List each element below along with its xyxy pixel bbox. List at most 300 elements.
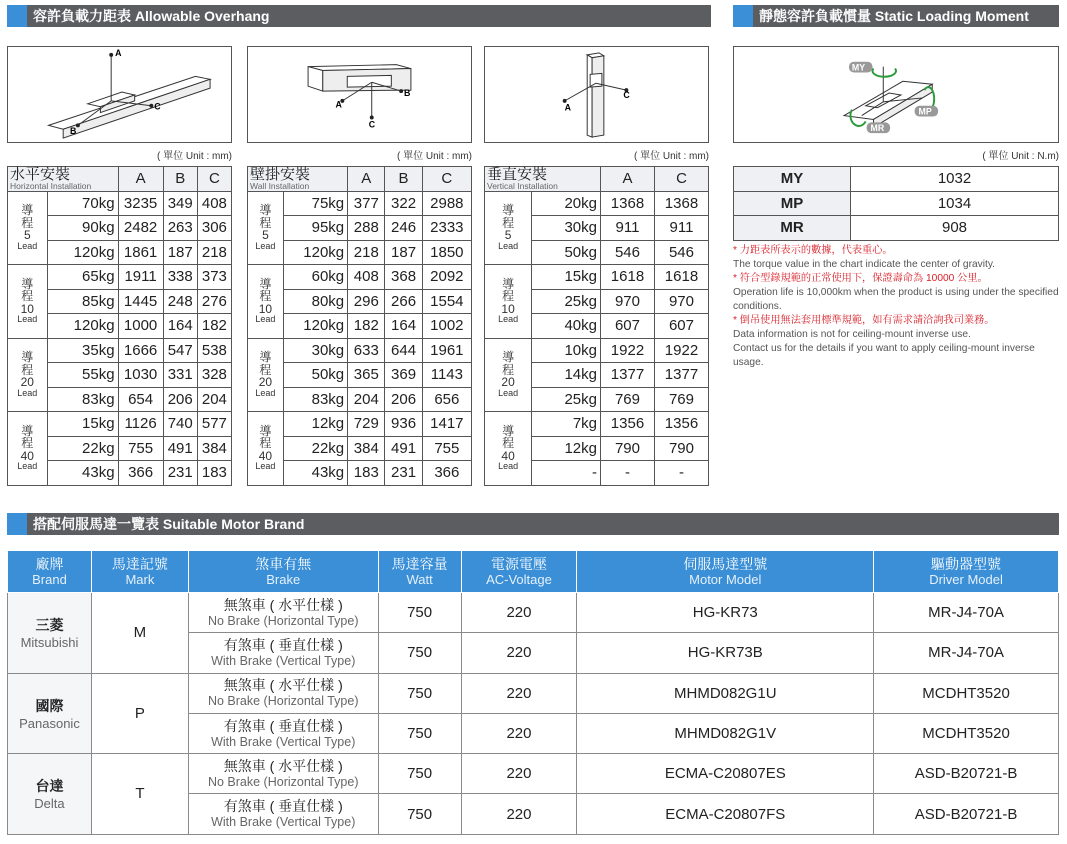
brake-cell <box>188 713 378 753</box>
static-moment-diagram <box>733 46 1059 143</box>
load-cell: 120kg <box>283 314 347 339</box>
brake-zh: 有煞車 ( 垂直仕樣 ) <box>223 717 343 734</box>
load-cell: 80kg <box>283 289 347 314</box>
diagram-label-c: C <box>368 119 376 130</box>
lead-cell <box>485 191 532 265</box>
driver-model-cell: ASD-B20721-B <box>874 754 1059 794</box>
value-cell: - <box>654 461 708 486</box>
load-cell: 60kg <box>283 265 347 290</box>
lead-label-zh: 導 <box>259 350 272 365</box>
diagram-label-b: B <box>404 87 411 98</box>
value-cell: 1002 <box>422 314 471 339</box>
load-cell: 40kg <box>532 314 601 339</box>
value-cell: 740 <box>163 412 197 437</box>
lead-label-zh: 程 <box>259 289 272 304</box>
motor-column-header <box>378 551 461 593</box>
value-cell: 2092 <box>422 265 471 290</box>
note-zh: * 力距表所表示的數據，代表重心。 <box>733 245 893 256</box>
moment-key: MP <box>734 191 851 216</box>
motor-column-header <box>874 551 1059 593</box>
watt-cell: 750 <box>378 754 461 794</box>
lead-cell <box>485 412 532 486</box>
value-cell: 2988 <box>422 191 471 216</box>
driver-model-cell: MCDHT3520 <box>874 713 1059 753</box>
value-cell: 263 <box>163 216 197 241</box>
lead-label-zh: 程 <box>21 215 34 230</box>
value-cell: 546 <box>654 240 708 265</box>
brake-zh: 有煞車 ( 垂直仕樣 ) <box>223 636 343 653</box>
diagram-label-my: MY <box>851 62 866 73</box>
mark-cell: P <box>91 673 188 754</box>
value-cell: 266 <box>385 289 422 314</box>
brake-zh: 無煞車 ( 水平仕樣 ) <box>223 757 343 774</box>
lead-label-zh: 導 <box>259 203 272 218</box>
header-accent-mark <box>733 5 753 27</box>
brake-zh: 無煞車 ( 水平仕樣 ) <box>223 596 343 613</box>
lead-value: 20 <box>20 375 34 390</box>
brand-cell <box>8 673 92 754</box>
lead-cell <box>248 338 284 412</box>
load-cell: 30kg <box>532 216 601 241</box>
driver-model-cell: ASD-B20721-B <box>874 794 1059 834</box>
brake-cell <box>188 673 378 713</box>
lead-label-zh: 程 <box>502 289 515 304</box>
header-zh: 電源電壓 <box>490 555 547 572</box>
value-cell: 1356 <box>601 412 655 437</box>
header-accent-mark <box>7 5 27 27</box>
value-cell: 368 <box>385 265 422 290</box>
diagram-label-c: C <box>623 89 630 100</box>
table-row <box>485 265 709 290</box>
voltage-cell: 220 <box>461 794 577 834</box>
value-cell: 206 <box>163 387 197 412</box>
lead-label-en: Lead <box>255 387 276 398</box>
load-cell: 55kg <box>47 363 118 388</box>
value-cell: 365 <box>348 363 385 388</box>
value-cell: 349 <box>163 191 197 216</box>
lead-value: 5 <box>262 228 269 243</box>
lead-label-en: Lead <box>498 387 519 398</box>
value-cell: 248 <box>163 289 197 314</box>
diagram-label-a: A <box>115 47 122 58</box>
motor-row <box>8 593 1059 633</box>
load-cell: 83kg <box>47 387 118 412</box>
watt-cell: 750 <box>378 673 461 713</box>
note-en: Contact us for the details if you want to apply ceiling-mount inverse usage. <box>733 343 1035 368</box>
unit-label: ( 單位 Unit : mm) <box>157 151 232 162</box>
motor-model-cell: ECMA-C20807ES <box>577 754 874 794</box>
lead-cell <box>485 338 532 412</box>
table-row <box>8 265 232 290</box>
lead-value: 20 <box>258 375 273 390</box>
static-title-en: Static Loading Moment <box>874 8 1029 24</box>
value-cell: 936 <box>385 412 422 437</box>
unit-label: ( 單位 Unit : mm) <box>634 151 709 162</box>
value-cell: 246 <box>385 216 422 241</box>
load-cell: 120kg <box>283 240 347 265</box>
brand-en: Panasonic <box>19 715 80 731</box>
motor-model-cell: HG-KR73B <box>577 633 874 673</box>
value-cell: 276 <box>197 289 231 314</box>
note-en: The torque value in the chart indicate the center of gravity. <box>733 259 996 270</box>
driver-model-cell: MCDHT3520 <box>874 673 1059 713</box>
value-cell: 206 <box>385 387 422 412</box>
brake-cell <box>188 633 378 673</box>
table-row <box>485 191 709 216</box>
brake-en: With Brake (Vertical Type) <box>211 734 356 749</box>
lead-label-en: Lead <box>17 314 38 325</box>
value-cell: 164 <box>385 314 422 339</box>
header-zh: 廠牌 <box>35 555 64 572</box>
value-cell: 2482 <box>118 216 163 241</box>
value-cell: 288 <box>348 216 385 241</box>
load-cell: 50kg <box>283 363 347 388</box>
value-cell: 1554 <box>422 289 471 314</box>
table-header-row <box>248 167 472 192</box>
motor-column-header <box>577 551 874 593</box>
header-en: Mark <box>125 571 155 587</box>
lead-value: 10 <box>20 301 34 316</box>
load-cell: 25kg <box>532 289 601 314</box>
value-cell: 3235 <box>118 191 163 216</box>
value-cell: 607 <box>601 314 655 339</box>
value-cell: 547 <box>163 338 197 363</box>
mark-cell: M <box>91 593 188 674</box>
load-cell: 7kg <box>532 412 601 437</box>
header-en: Brand <box>32 571 67 587</box>
value-cell: 790 <box>601 436 655 461</box>
voltage-cell: 220 <box>461 633 577 673</box>
header-zh: 煞車有無 <box>255 555 312 572</box>
value-cell: 1445 <box>118 289 163 314</box>
lead-label-en: Lead <box>498 314 519 325</box>
install-type-zh: 垂直安裝 <box>487 166 548 183</box>
diagram-label-a: A <box>564 102 572 113</box>
moment-key: MY <box>734 167 851 192</box>
motor-section-header <box>7 513 1059 535</box>
brand-en: Delta <box>34 796 65 812</box>
diagram-label-mp: MP <box>918 106 932 117</box>
value-cell: 970 <box>654 289 708 314</box>
value-cell: 183 <box>197 461 231 486</box>
driver-model-cell: MR-J4-70A <box>874 633 1059 673</box>
value-cell: 1030 <box>118 363 163 388</box>
wall-install-diagram <box>247 46 472 143</box>
lead-label-en: Lead <box>255 314 276 325</box>
load-cell: 75kg <box>283 191 347 216</box>
watt-cell: 750 <box>378 794 461 834</box>
motor-title-en: Suitable Motor Brand <box>162 516 305 532</box>
table-header-row <box>8 167 232 192</box>
motor-column-header <box>91 551 188 593</box>
value-cell: 1961 <box>422 338 471 363</box>
voltage-cell: 220 <box>461 673 577 713</box>
value-cell: 2333 <box>422 216 471 241</box>
overhang-title-zh: 容許負載力距表 <box>33 8 131 24</box>
lead-label-en: Lead <box>255 240 276 251</box>
driver-model-cell: MR-J4-70A <box>874 593 1059 633</box>
load-cell: 95kg <box>283 216 347 241</box>
brand-zh: 台達 <box>35 778 64 795</box>
lead-cell <box>8 338 48 412</box>
value-cell: 633 <box>348 338 385 363</box>
column-header: A <box>118 167 163 192</box>
value-cell: 366 <box>422 461 471 486</box>
value-cell: 644 <box>385 338 422 363</box>
moment-key: MR <box>734 216 851 241</box>
moment-value: 908 <box>851 216 1059 241</box>
brake-en: With Brake (Vertical Type) <box>211 815 356 830</box>
value-cell: 654 <box>118 387 163 412</box>
motor-model-cell: ECMA-C20807FS <box>577 794 874 834</box>
moment-rail-illustration <box>734 47 1058 142</box>
value-cell: 1126 <box>118 412 163 437</box>
lead-label-en: Lead <box>498 461 519 472</box>
value-cell: 218 <box>348 240 385 265</box>
value-cell: 1618 <box>601 265 655 290</box>
load-cell: 12kg <box>283 412 347 437</box>
horizontal-install-diagram <box>7 46 232 143</box>
lead-label-zh: 程 <box>502 362 515 377</box>
vertical-rail-illustration <box>485 47 708 142</box>
lead-label-zh: 程 <box>21 436 34 451</box>
moment-value: 1034 <box>851 191 1059 216</box>
lead-cell <box>8 412 48 486</box>
value-cell: 1368 <box>601 191 655 216</box>
load-cell: 30kg <box>283 338 347 363</box>
column-header: C <box>422 167 471 192</box>
load-cell: 15kg <box>47 412 118 437</box>
moment-row <box>734 167 1059 192</box>
lead-label-zh: 導 <box>21 423 34 438</box>
load-cell: 43kg <box>47 461 118 486</box>
lead-cell <box>8 265 48 339</box>
lead-value: 40 <box>501 448 515 463</box>
brake-en: No Brake (Horizontal Type) <box>207 694 359 709</box>
value-cell: 911 <box>654 216 708 241</box>
value-cell: 1666 <box>118 338 163 363</box>
column-header: A <box>348 167 385 192</box>
column-header: C <box>654 167 708 192</box>
value-cell: 182 <box>348 314 385 339</box>
lead-label-zh: 導 <box>259 276 272 291</box>
lead-label-zh: 導 <box>21 203 34 218</box>
motor-model-cell: HG-KR73 <box>577 593 874 633</box>
lead-label-zh: 程 <box>259 215 272 230</box>
table-header-row <box>485 167 709 192</box>
lead-value: 40 <box>258 448 273 463</box>
value-cell: 408 <box>197 191 231 216</box>
motor-model-cell: MHMD082G1U <box>577 673 874 713</box>
value-cell: 1356 <box>654 412 708 437</box>
moment-row <box>734 216 1059 241</box>
value-cell: 306 <box>197 216 231 241</box>
watt-cell: 750 <box>378 713 461 753</box>
value-cell: 369 <box>385 363 422 388</box>
value-cell: 1000 <box>118 314 163 339</box>
unit-label: ( 單位 Unit : mm) <box>397 151 472 162</box>
value-cell: 204 <box>348 387 385 412</box>
lead-label-zh: 程 <box>21 362 34 377</box>
diagram-label-a: A <box>335 99 342 110</box>
value-cell: 491 <box>163 436 197 461</box>
table-row <box>248 338 472 363</box>
load-cell: 20kg <box>532 191 601 216</box>
value-cell: 538 <box>197 338 231 363</box>
header-zh: 伺服馬達型號 <box>683 555 768 572</box>
value-cell: 1368 <box>654 191 708 216</box>
value-cell: 790 <box>654 436 708 461</box>
value-cell: 328 <box>197 363 231 388</box>
lead-cell <box>248 412 284 486</box>
brand-zh: 國際 <box>35 697 64 714</box>
table-row <box>485 338 709 363</box>
brand-zh: 三菱 <box>35 617 64 634</box>
value-cell: 331 <box>163 363 197 388</box>
lead-value: 5 <box>23 228 31 243</box>
brake-cell <box>188 593 378 633</box>
brand-en: Mitsubishi <box>20 635 79 651</box>
diagram-label-b: B <box>70 126 77 137</box>
lead-cell <box>248 191 284 265</box>
note-zh: * 倒吊使用無法套用標準規範，如有需求請洽詢我司業務。 <box>733 315 995 326</box>
value-cell: 1911 <box>118 265 163 290</box>
value-cell: 755 <box>422 436 471 461</box>
install-type-en: Horizontal Installation <box>10 181 92 191</box>
voltage-cell: 220 <box>461 713 577 753</box>
load-cell: 25kg <box>532 387 601 412</box>
lead-label-zh: 導 <box>502 350 515 365</box>
lead-label-zh: 程 <box>21 289 34 304</box>
lead-cell <box>248 265 284 339</box>
value-cell: 911 <box>601 216 655 241</box>
column-header: B <box>385 167 422 192</box>
value-cell: 1417 <box>422 412 471 437</box>
lead-label-zh: 導 <box>502 203 515 218</box>
value-cell: 322 <box>385 191 422 216</box>
motor-column-header <box>188 551 378 593</box>
lead-label-zh: 導 <box>502 423 515 438</box>
wall-overhang-table <box>247 166 472 486</box>
mark-cell: T <box>91 754 188 835</box>
unit-label: ( 單位 Unit : N.m) <box>982 151 1059 162</box>
brake-zh: 有煞車 ( 垂直仕樣 ) <box>223 798 343 815</box>
value-cell: 384 <box>197 436 231 461</box>
value-cell: 656 <box>422 387 471 412</box>
table-row <box>485 412 709 437</box>
overhang-section-header <box>7 5 711 27</box>
value-cell: - <box>601 461 655 486</box>
value-cell: 373 <box>197 265 231 290</box>
header-accent-mark <box>7 513 27 535</box>
lead-label-zh: 導 <box>21 276 34 291</box>
motor-model-cell: MHMD082G1V <box>577 713 874 753</box>
lead-cell <box>485 265 532 339</box>
load-cell: 43kg <box>283 461 347 486</box>
value-cell: 755 <box>118 436 163 461</box>
value-cell: 296 <box>348 289 385 314</box>
lead-value: 10 <box>258 301 273 316</box>
value-cell: 970 <box>601 289 655 314</box>
value-cell: 1143 <box>422 363 471 388</box>
install-type-en: Wall Installation <box>250 181 310 191</box>
value-cell: 1377 <box>601 363 655 388</box>
value-cell: 204 <box>197 387 231 412</box>
lead-cell <box>8 191 48 265</box>
value-cell: 338 <box>163 265 197 290</box>
value-cell: 729 <box>348 412 385 437</box>
value-cell: 1850 <box>422 240 471 265</box>
value-cell: 183 <box>348 461 385 486</box>
header-zh: 驅動器型號 <box>931 555 1002 572</box>
value-cell: 164 <box>163 314 197 339</box>
header-en: AC-Voltage <box>486 571 552 587</box>
install-type-zh: 水平安裝 <box>10 166 71 183</box>
table-row <box>248 412 472 437</box>
voltage-cell: 220 <box>461 754 577 794</box>
lead-label-zh: 導 <box>502 276 515 291</box>
value-cell: 187 <box>163 240 197 265</box>
lead-value: 5 <box>504 228 512 243</box>
column-header: B <box>163 167 197 192</box>
load-cell: 50kg <box>532 240 601 265</box>
brake-cell <box>188 754 378 794</box>
table-row <box>8 338 232 363</box>
lead-label-en: Lead <box>255 461 276 472</box>
value-cell: 218 <box>197 240 231 265</box>
table-row <box>248 265 472 290</box>
brake-en: No Brake (Horizontal Type) <box>207 774 359 789</box>
value-cell: 1861 <box>118 240 163 265</box>
table-row <box>8 412 232 437</box>
lead-label-en: Lead <box>498 240 519 251</box>
brake-zh: 無煞車 ( 水平仕樣 ) <box>223 677 343 694</box>
load-cell: 70kg <box>47 191 118 216</box>
install-type-en: Vertical Installation <box>487 181 558 191</box>
lead-label-zh: 導 <box>21 350 34 365</box>
moment-value: 1032 <box>851 167 1059 192</box>
watt-cell: 750 <box>378 633 461 673</box>
value-cell: 182 <box>197 314 231 339</box>
motor-brand-table <box>7 550 1059 835</box>
brand-cell <box>8 593 92 674</box>
value-cell: 769 <box>654 387 708 412</box>
brake-en: No Brake (Horizontal Type) <box>207 613 359 628</box>
horizontal-overhang-table <box>7 166 232 486</box>
header-en: Driver Model <box>929 571 1003 587</box>
load-cell: 83kg <box>283 387 347 412</box>
header-en: Watt <box>406 571 433 587</box>
load-cell: 90kg <box>47 216 118 241</box>
lead-label-zh: 程 <box>259 362 272 377</box>
value-cell: 1922 <box>601 338 655 363</box>
notes-block <box>733 244 1059 370</box>
value-cell: 769 <box>601 387 655 412</box>
diagram-label-c: C <box>154 101 161 112</box>
vertical-overhang-table <box>484 166 709 486</box>
load-cell: - <box>532 461 601 486</box>
load-cell: 35kg <box>47 338 118 363</box>
lead-label-zh: 程 <box>259 436 272 451</box>
load-cell: 22kg <box>283 436 347 461</box>
value-cell: 546 <box>601 240 655 265</box>
note-zh: * 符合型錄規範的正常使用下，保證壽命為 10000 公里。 <box>733 273 988 284</box>
lead-label-en: Lead <box>17 387 38 398</box>
table-row <box>8 191 232 216</box>
motor-header-row <box>8 551 1059 593</box>
column-header: A <box>601 167 655 192</box>
horizontal-rail-illustration <box>8 47 231 142</box>
